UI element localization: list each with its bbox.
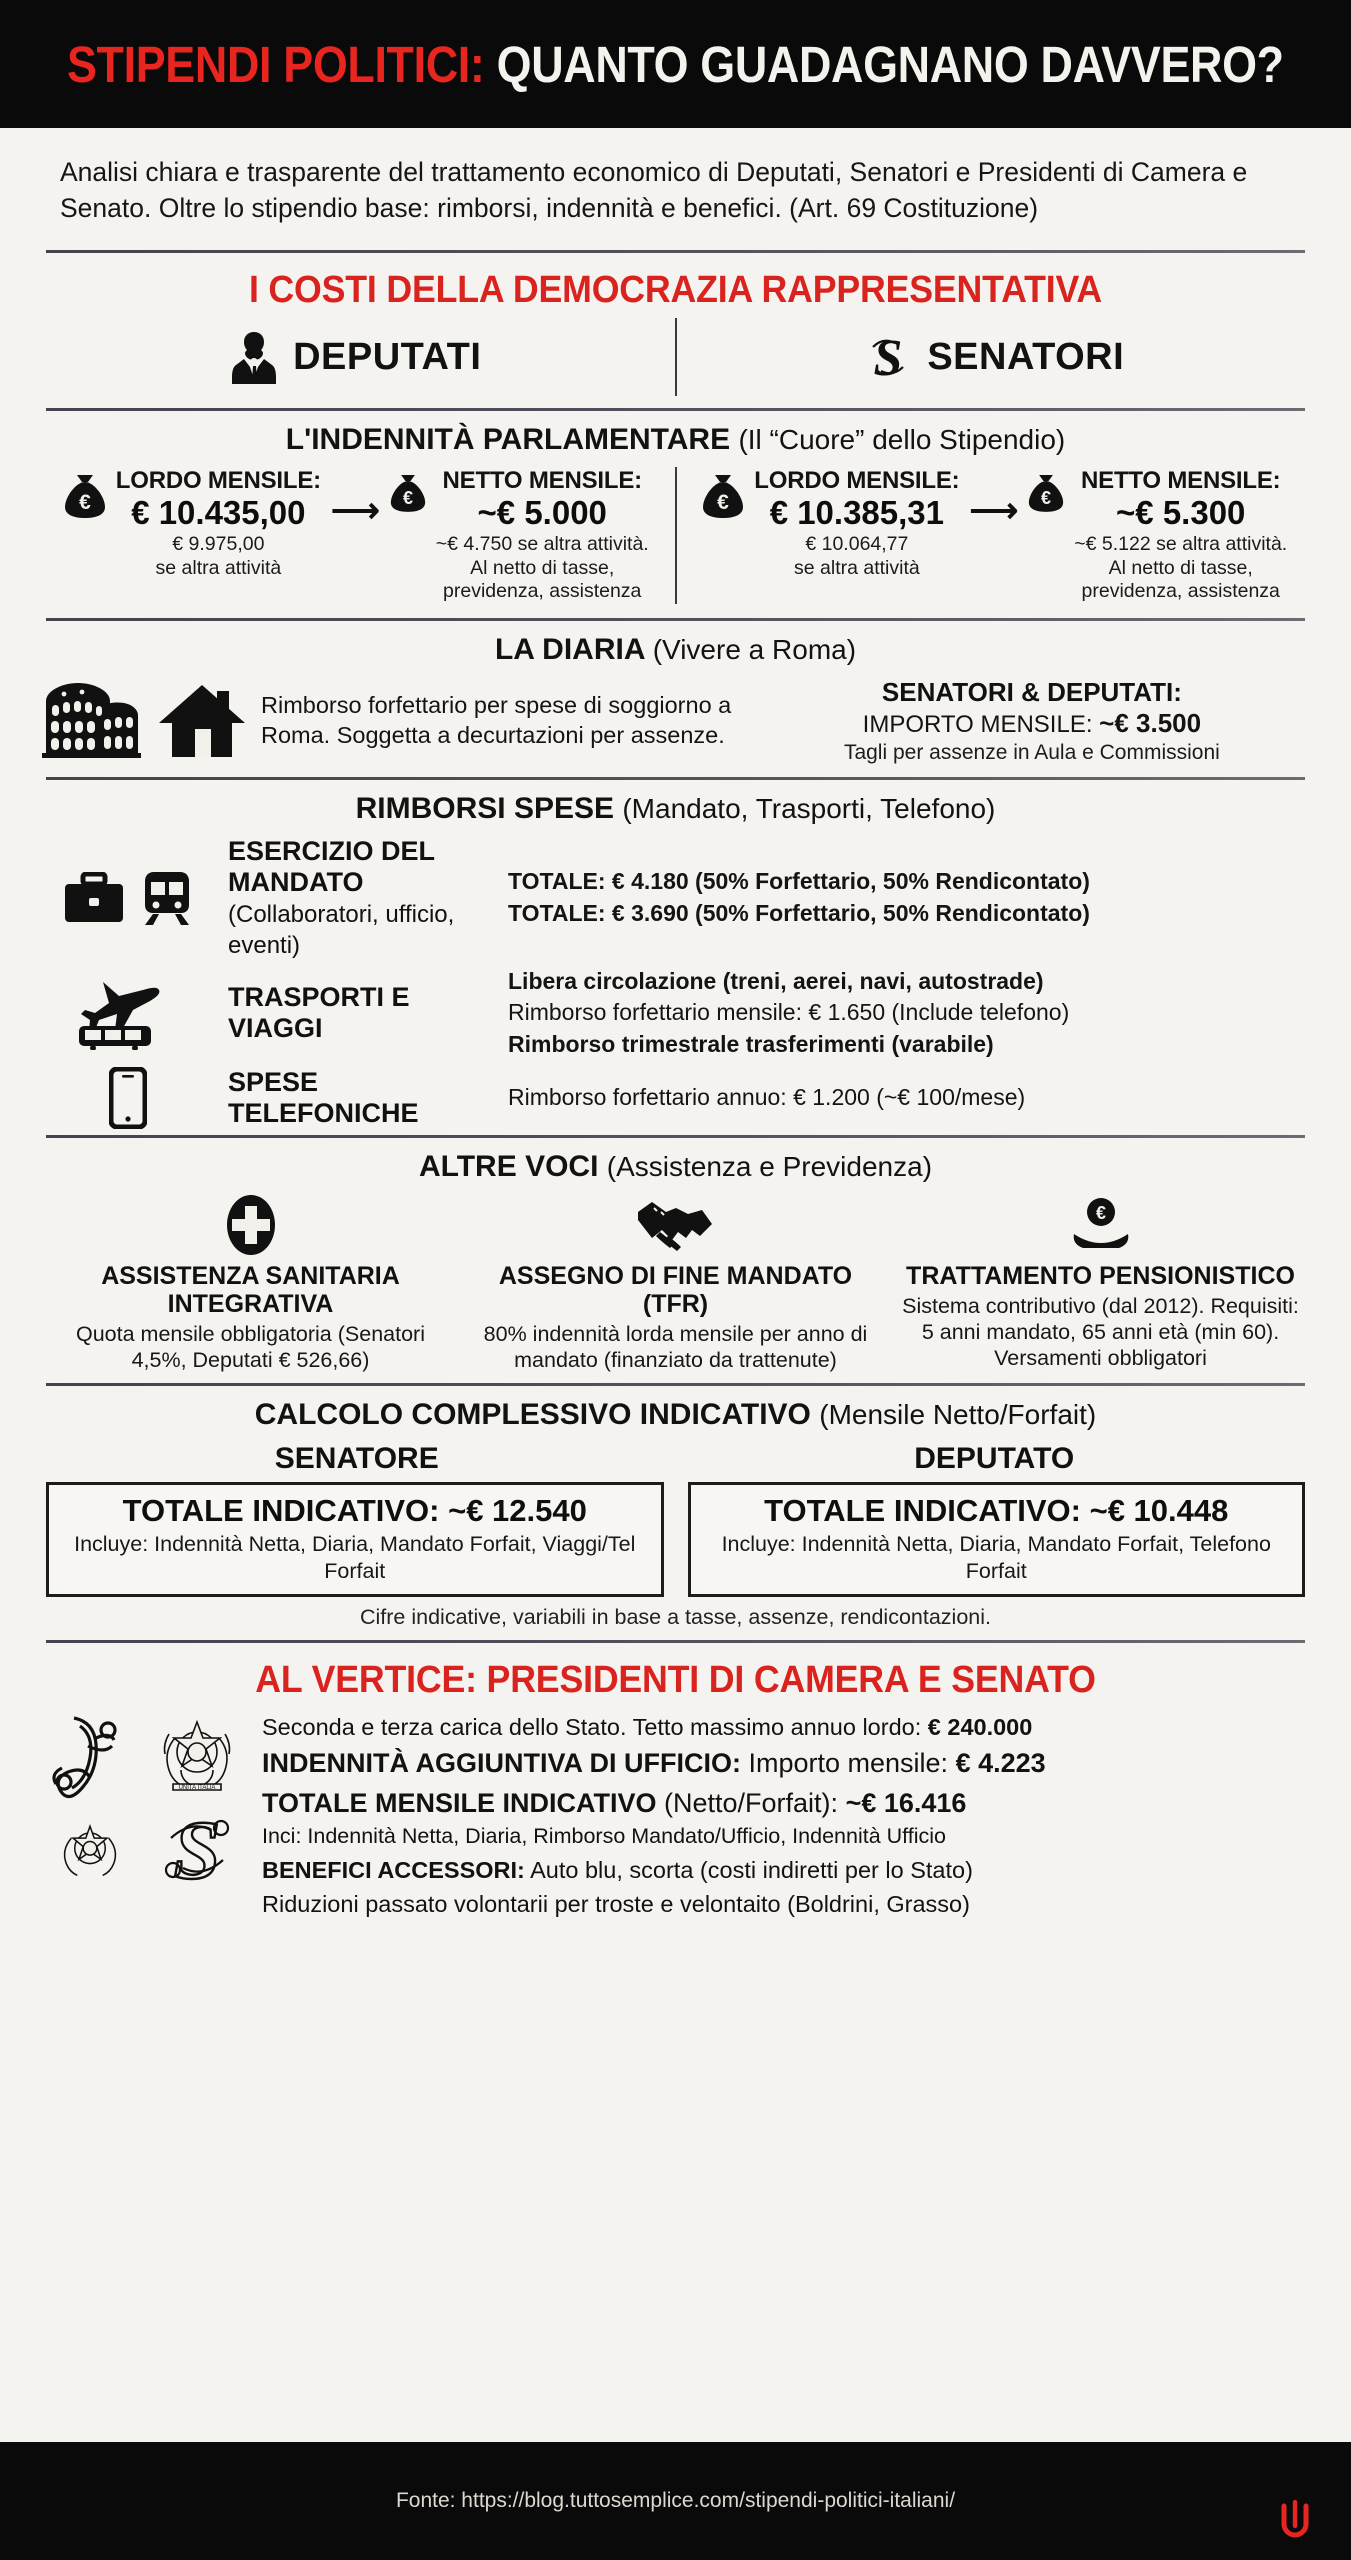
- calcolo-total-senatore: TOTALE INDICATIVO: ~€ 12.540: [122, 1493, 587, 1529]
- rimborsi-value: Rimborso forfettario mensile: € 1.650 (Include telefono): [508, 999, 1070, 1026]
- rimborsi-values-trasporti: [508, 966, 1313, 1061]
- diaria-heading-light: (Vivere a Roma): [652, 633, 857, 665]
- deputati-netto-label: NETTO MENSILE:: [442, 467, 642, 495]
- rimborsi-value: Rimborso trimestrale trasferimenti (varabile): [508, 1031, 994, 1058]
- indennita-row: [38, 467, 1313, 603]
- smartphone-icon: [109, 1067, 147, 1129]
- calcolo-includes-deputato: Incluye: Indennità Netta, Diaria, Mandato Forfait, Telefono Forfait: [721, 1532, 1271, 1583]
- deputati-netto-text: [436, 467, 649, 603]
- svg-text:€: €: [78, 491, 91, 515]
- rimborsi-label-mandato-sub: (Collaboratori, ufficio, eventi): [228, 900, 455, 959]
- calcolo-box-deputato: [688, 1482, 1306, 1596]
- svg-text:S: S: [873, 330, 903, 386]
- senatori-lordo-block: [702, 467, 959, 580]
- deputati-lordo-text: [116, 467, 321, 580]
- rimborsi-label-trasporti: [228, 982, 498, 1044]
- calcolo-footnote: Cifre indicative, variabili in base a tasse, assenze, rendicontazioni.: [360, 1604, 991, 1629]
- presidenti-line-3-text: (Netto/Forfait):: [656, 1787, 846, 1818]
- money-bag-euro-icon: [64, 473, 106, 519]
- diaria-amount-label: IMPORTO MENSILE:: [862, 710, 1093, 738]
- rimborsi-values-telefono: [508, 1082, 1313, 1114]
- rimborsi-row-telefono: [38, 1067, 1313, 1129]
- deputy-person-icon: [231, 329, 277, 385]
- senate-emblem-icon: [865, 329, 911, 385]
- calcolo-boxes: [46, 1482, 1305, 1596]
- deputati-lordo-label: LORDO MENSILE:: [115, 467, 321, 495]
- deputati-netto-block: [390, 467, 649, 603]
- brand-logo-icon: [1273, 2498, 1317, 2542]
- diaria-amount-value: ~€ 3.500: [1099, 707, 1202, 738]
- indennita-senatori: [677, 467, 1314, 603]
- divider: [46, 1135, 1305, 1138]
- altre-heading-bold: ALTRE VOCI: [418, 1150, 599, 1184]
- medical-cross-icon: [48, 1194, 453, 1256]
- intro-paragraph: Analisi chiara e trasparente del trattamento economico di Deputati, Senatori e Presidenti di Camera e Senato. Oltre lo stipendio base: rimborsi, indennità e benefici. (Art. 69 Costituzione): [60, 157, 1248, 224]
- diaria-right-title: SENATORI & DEPUTATI:: [881, 676, 1182, 707]
- plane-tram-icon: [73, 976, 183, 1050]
- rimborsi-label-trasporti-bold: TRASPORTI E VIAGGI: [228, 982, 410, 1044]
- deputati-netto-note: ~€ 4.750 se altra attività. Al netto di tasse, previdenza, assistenza: [435, 533, 649, 603]
- rimborsi-label-telefono-bold: SPESE TELEFONICHE: [228, 1066, 419, 1128]
- infographic-body: [0, 128, 1351, 2442]
- rimborsi-row-trasporti: [38, 966, 1313, 1061]
- briefcase-icon: [63, 872, 125, 924]
- rimborsi-icons-telefono: [38, 1067, 218, 1129]
- altre-col-tfr: [463, 1194, 888, 1373]
- presidenti-line-5: [262, 1855, 1313, 1886]
- rimborsi-heading-light: (Mandato, Trasporti, Telefono): [622, 792, 996, 824]
- rimborsi-value: Libera circolazione (treni, aerei, navi, autostrade): [508, 967, 1044, 994]
- presidenti-line-5-head: BENEFICI ACCESSORI:: [262, 1856, 525, 1883]
- main-title: I COSTI DELLA DEMOCRAZIA RAPPRESENTATIVA: [248, 269, 1103, 312]
- diaria-amount-line: [751, 708, 1313, 739]
- divider: [46, 1640, 1305, 1643]
- train-icon: [141, 870, 193, 926]
- money-bag-euro-icon: [390, 473, 426, 513]
- svg-text:€: €: [402, 488, 413, 509]
- colosseum-icon: [38, 681, 143, 761]
- divider: [46, 618, 1305, 621]
- altre-voci-row: [38, 1194, 1313, 1373]
- rimborsi-icons-mandato: [38, 870, 218, 926]
- calcolo-total-deputato: TOTALE INDICATIVO: ~€ 10.448: [764, 1493, 1229, 1529]
- altre-col-sanitaria: [38, 1194, 463, 1373]
- svg-text:UNITA ITALIA: UNITA ITALIA: [178, 1784, 215, 1791]
- house-icon: [157, 681, 247, 761]
- altre-title-tfr: ASSEGNO DI FINE MANDATO (TFR): [498, 1262, 853, 1319]
- page-title-red: STIPENDI POLITICI:: [67, 35, 485, 93]
- svg-text:€: €: [1041, 488, 1052, 509]
- presidenti-line-1: [262, 1712, 1313, 1743]
- indennita-deputati: [38, 467, 675, 603]
- calcolo-headers: [38, 1442, 1313, 1476]
- presidenti-line-3-head: TOTALE MENSILE INDICATIVO: [262, 1787, 657, 1818]
- altre-heading-light: (Assistenza e Previdenza): [606, 1151, 933, 1183]
- diaria-heading-bold: LA DIARIA: [494, 632, 645, 666]
- senatori-lordo-note: € 10.064,77 se altra attività: [794, 533, 920, 579]
- divider: [46, 777, 1305, 780]
- diaria-row: [38, 677, 1313, 765]
- section-diaria-heading: [38, 633, 1313, 667]
- calcolo-heading-bold: CALCOLO COMPLESSIVO INDICATIVO: [254, 1398, 811, 1432]
- presidenti-line-3: [262, 1786, 1313, 1821]
- presidenti-line-6: Riduzioni passato volontarii per troste e velontaito (Boldrini, Grasso): [262, 1891, 970, 1918]
- altre-desc-tfr: 80% indennità lorda mensile per anno di mandato (finanziato da trattenute): [483, 1322, 868, 1373]
- section-altre-heading: [38, 1150, 1313, 1184]
- rimborsi-values-mandato: [508, 866, 1313, 929]
- section-rimborsi-heading: [38, 792, 1313, 826]
- diaria-right: [751, 677, 1313, 765]
- presidenti-line-2-value: € 4.223: [955, 1748, 1046, 1779]
- svg-text:S: S: [173, 1803, 220, 1896]
- senatori-lordo-text: [754, 467, 959, 580]
- header-bar: [0, 0, 1351, 128]
- presidenti-line-4: Inci: Indennità Netta, Diaria, Rimborso Mandato/Ufficio, Indennità Ufficio: [262, 1823, 946, 1848]
- chamber-deputati: [38, 329, 675, 385]
- source-text: Fonte: https://blog.tuttosemplice.com/stipendi-politici-italiani/: [395, 2489, 956, 2512]
- rimborsi-label-mandato: [228, 836, 498, 960]
- presidenti-line-1-text: Seconda e terza carica dello Stato. Tetto massimo annuo lordo:: [262, 1713, 928, 1740]
- svg-text:€: €: [717, 491, 730, 515]
- chamber-label-deputati: DEPUTATI: [293, 335, 482, 378]
- svg-text:€: €: [1095, 1203, 1106, 1224]
- deputati-lordo-note: € 9.975,00 se altra attività: [155, 533, 282, 579]
- indennita-heading-light: (Il “Cuore” dello Stipendio): [738, 424, 1066, 456]
- altre-title-pensione: TRATTAMENTO PENSIONISTICO: [906, 1262, 1295, 1291]
- calcolo-head-deputato: DEPUTATO: [914, 1442, 1075, 1476]
- presidenti-row: [38, 1708, 1313, 1924]
- altre-col-pensione: [888, 1194, 1313, 1373]
- altre-desc-pensione: Sistema contributivo (dal 2012). Requisiti: 5 anni mandato, 65 anni età (min 60). Versamenti obbligatori: [902, 1294, 1299, 1371]
- presidenti-line-2-head: INDENNITÀ AGGIUNTIVA DI UFFICIO:: [262, 1748, 741, 1779]
- indennita-heading-bold: L'INDENNITÀ PARLAMENTARE: [285, 423, 731, 457]
- presidenti-body: [262, 1708, 1313, 1924]
- calcolo-head-senatore: SENATORE: [274, 1442, 439, 1476]
- rimborsi-value: Rimborso forfettario annuo: € 1.200 (~€ 100/mese): [508, 1084, 1026, 1111]
- arrow-right-icon: ⟶: [330, 492, 380, 531]
- senatori-lordo-label: LORDO MENSILE:: [754, 467, 960, 495]
- senatori-netto-block: [1028, 467, 1287, 603]
- deputati-netto-amount: ~€ 5.000: [477, 494, 607, 532]
- presidenti-line-3-value: ~€ 16.416: [845, 1787, 967, 1818]
- senatori-netto-text: [1074, 467, 1287, 603]
- rimborsi-value: TOTALE: € 4.180 (50% Forfettario, 50% Rendicontato): [508, 867, 1090, 894]
- altre-desc-sanitaria: Quota mensile obbligatoria (Senatori 4,5%, Deputati € 526,66): [76, 1322, 425, 1373]
- senatori-netto-amount: ~€ 5.300: [1116, 494, 1246, 532]
- calcolo-box-senatore: [46, 1482, 664, 1596]
- rimborsi-value: TOTALE: € 3.690 (50% Forfettario, 50% Rendicontato): [508, 899, 1090, 926]
- rimborsi-icons-trasporti: [38, 976, 218, 1050]
- chamber-label-senatori: SENATORI: [927, 335, 1125, 378]
- money-bag-euro-icon: [1028, 473, 1064, 513]
- rimborsi-label-telefono: [228, 1067, 498, 1129]
- senatori-lordo-amount: € 10.385,31: [769, 494, 945, 532]
- rimborsi-heading-bold: RIMBORSI SPESE: [355, 791, 615, 825]
- deputati-lordo-amount: € 10.435,00: [131, 494, 306, 532]
- calcolo-heading-light: (Mensile Netto/Forfait): [819, 1399, 1097, 1431]
- senatori-netto-note: ~€ 5.122 se altra attività. Al netto di tasse, previdenza, assistenza: [1074, 533, 1288, 603]
- presidenti-line-5-text: Auto blu, scorta (costi indiretti per lo Stato): [524, 1856, 973, 1883]
- page-title-white: QUANTO GUADAGNANO DAVVERO?: [496, 35, 1284, 93]
- diaria-description: Rimborso forfettario per spese di soggiorno a Roma. Soggetta a decurtazioni per assenze.: [261, 691, 732, 748]
- page-title: [67, 35, 1284, 94]
- arrow-right-icon: ⟶: [969, 492, 1019, 531]
- rimborsi-label-mandato-bold: ESERCIZIO DEL MANDATO: [228, 835, 435, 897]
- section-calcolo-heading: [38, 1398, 1313, 1432]
- presidenti-line-1-value: € 240.000: [927, 1713, 1033, 1740]
- handshake-icon: [473, 1194, 878, 1256]
- presidenti-line-2: [262, 1746, 1313, 1781]
- diaria-left: [38, 681, 741, 761]
- divider: [46, 250, 1305, 253]
- presidenti-seals: [38, 1708, 248, 1896]
- divider: [46, 408, 1305, 411]
- chamber-headers: [38, 318, 1313, 396]
- chamber-senatori: [677, 329, 1314, 385]
- section-indennita-heading: [38, 423, 1313, 457]
- footer-bar: [0, 2442, 1351, 2560]
- presidenti-heading: AL VERTICE: PRESIDENTI DI CAMERA E SENATO: [255, 1658, 1096, 1701]
- senato-monogram-icon: [151, 1804, 243, 1896]
- deputati-lordo-block: [64, 467, 321, 580]
- money-bag-euro-icon: [702, 473, 744, 519]
- altre-title-sanitaria: ASSISTENZA SANITARIA INTEGRATIVA: [101, 1262, 400, 1319]
- divider: [46, 1383, 1305, 1386]
- calcolo-includes-senatore: Incluye: Indennità Netta, Diaria, Mandato Forfait, Viaggi/Tel Forfait: [74, 1532, 636, 1583]
- camera-monogram-icon: [44, 1708, 136, 1800]
- presidenti-line-2-text: Importo mensile:: [740, 1748, 956, 1779]
- diaria-right-sub: Tagli per assenze in Aula e Commissioni: [843, 740, 1220, 764]
- republic-emblem-icon: [151, 1708, 243, 1800]
- republic-emblem-small-icon: [51, 1811, 129, 1889]
- hand-euro-icon: [898, 1194, 1303, 1256]
- senatori-netto-label: NETTO MENSILE:: [1081, 467, 1281, 495]
- rimborsi-row-mandato: [38, 836, 1313, 960]
